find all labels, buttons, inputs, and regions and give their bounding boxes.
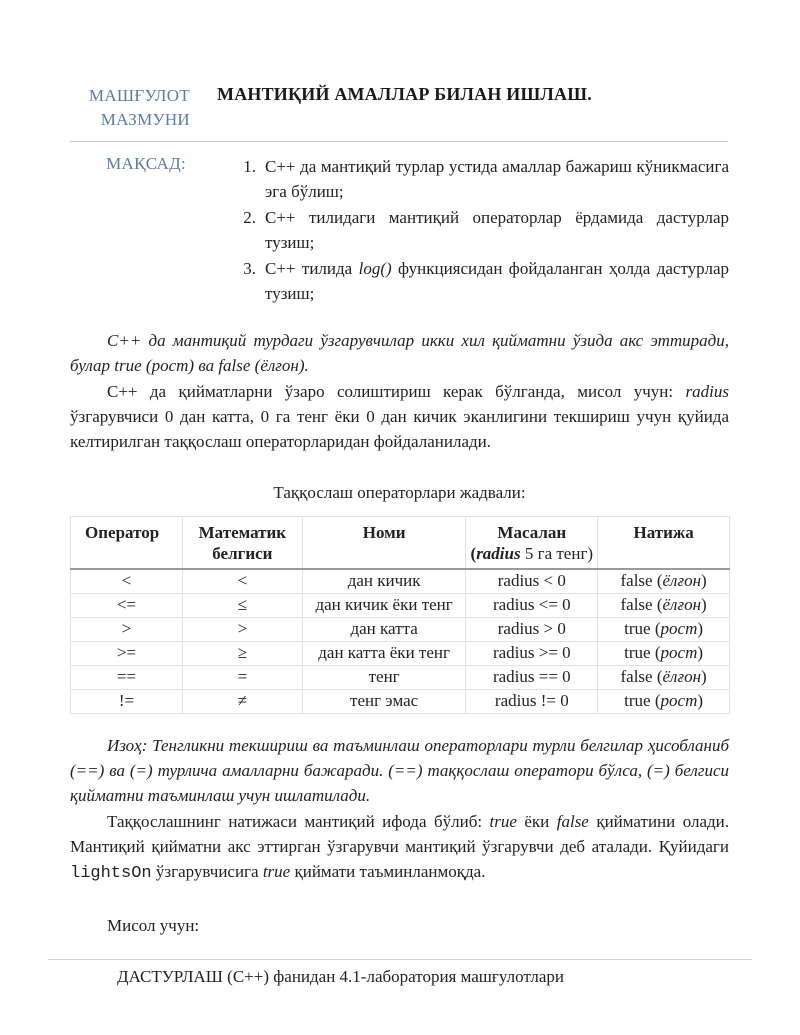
cell-op: <: [71, 569, 183, 593]
cell-result: true (рост): [598, 689, 730, 713]
goal-label: МАҚСАД:: [106, 154, 186, 173]
col-header-math: Математик белгиси: [182, 517, 302, 570]
intro-paragraph-1: C++ да мантиқий турдаги ўзгарувчилар икки хил қийматни ўзида акс эттиради, булар true (рост) ва false (ёлғон).: [70, 331, 729, 375]
cell-example: radius == 0: [466, 665, 598, 689]
cell-example: radius > 0: [466, 617, 598, 641]
cell-math: =: [182, 665, 302, 689]
cell-name: тенг: [302, 665, 466, 689]
goal-text-1: C++ да мантиқий турлар устида амаллар бажариш кўникмасига эга бўлиш;: [265, 157, 729, 201]
goal-text-2: C++ тилидаги мантиқий операторлар ёрдамида дастурлар тузиш;: [265, 208, 729, 252]
table-row: [71, 641, 730, 665]
cell-math: ≠: [182, 689, 302, 713]
cell-op: ==: [71, 665, 183, 689]
cell-math: <: [182, 569, 302, 593]
col-header-operator: Оператор: [71, 517, 183, 570]
cell-math: ≥: [182, 641, 302, 665]
cell-name: тенг эмас: [302, 689, 466, 713]
cell-math: >: [182, 617, 302, 641]
cell-math: ≤: [182, 593, 302, 617]
goal-list: [232, 154, 729, 307]
cell-name: дан кичик: [302, 569, 466, 593]
cell-result: true (рост): [598, 641, 730, 665]
cell-name: дан катта ёки тенг: [302, 641, 466, 665]
cell-name: дан катта: [302, 617, 466, 641]
cell-result: false (ёлғон): [598, 593, 730, 617]
goal-item-3: 3. C++ тилида log() функциясидан фойдаланган ҳолда дастурлар тузиш;: [232, 256, 729, 306]
section-label-line2: МАЗМУНИ: [100, 110, 190, 129]
table-row: [71, 617, 730, 641]
cell-example: radius != 0: [466, 689, 598, 713]
cell-op: !=: [71, 689, 183, 713]
result-paragraph: Таққослашнинг натижаси мантиқий ифода бўлиб: true ёки false қийматини олади. Мантиқий қийматни акс эттирган ўзгарувчи мантиқий ўзгарувчи деб аталади. Қуйидаги lightsOn ўзгарувчисига true қиймати таъминланмоқда.: [70, 812, 730, 883]
cell-name: дан кичик ёки тенг: [302, 593, 466, 617]
goal-item-1: 1. C++ да мантиқий турлар устида амаллар бажариш кўникмасига эга бўлиш;: [232, 154, 729, 204]
table-header-row: [71, 517, 730, 570]
goal-text-3: C++ тилида log() функциясидан фойдаланган ҳолда дастурлар тузиш;: [265, 259, 729, 303]
cell-example: radius >= 0: [466, 641, 598, 665]
col-header-result: Натижа: [598, 517, 730, 570]
col-header-name: Номи: [302, 517, 466, 570]
cell-result: false (ёлғон): [598, 665, 730, 689]
comparison-operators-table: [70, 516, 730, 714]
cell-example: radius <= 0: [466, 593, 598, 617]
section-label: [70, 84, 190, 132]
footer-divider: [48, 959, 752, 960]
cell-op: >: [71, 617, 183, 641]
table-row: [71, 689, 730, 713]
page-footer: ДАСТУРЛАШ (C++) фанидан 4.1-лаборатория машғулотлари: [117, 967, 565, 986]
page-title: МАНТИҚИЙ АМАЛЛАР БИЛАН ИШЛАШ.: [217, 84, 592, 104]
table-row: [71, 569, 730, 593]
cell-result: true (рост): [598, 617, 730, 641]
code-lightson: lightsOn: [70, 864, 152, 883]
col-header-example: Масалан (radius 5 га тенг): [466, 517, 598, 570]
intro-paragraph-2: C++ да қийматларни ўзаро солиштириш керак бўлганда, мисол учун: radius ўзгарувчиси 0 дан катта, 0 га тенг ёки 0 дан кичик эканлигини текшириш учун қуйида келтирилган таққослаш операторларидан фойдаланилади.: [70, 382, 729, 451]
example-label: Мисол учун:: [107, 916, 200, 935]
table-row: [71, 593, 730, 617]
table-caption: Таққослаш операторлари жадвали:: [273, 483, 526, 502]
cell-result: false (ёлғон): [598, 569, 730, 593]
section-label-line1: МАШҒУЛОТ: [88, 86, 190, 105]
cell-op: >=: [71, 641, 183, 665]
goal-item-2: 2. C++ тилидаги мантиқий операторлар ёрдамида дастурлар тузиш;: [232, 205, 729, 255]
header-divider: [70, 141, 728, 142]
cell-example: radius < 0: [466, 569, 598, 593]
note-paragraph: Изоҳ: Тенгликни текшириш ва таъминлаш операторлари турли белгилар ҳисобланиб (==) ва (=) турлича амалларни бажаради. (==) таққослаш оператори бўлса, (=) белгиси қийматни таъминлаш учун ишлатилади.: [70, 736, 729, 805]
cell-op: <=: [71, 593, 183, 617]
table-row: [71, 665, 730, 689]
